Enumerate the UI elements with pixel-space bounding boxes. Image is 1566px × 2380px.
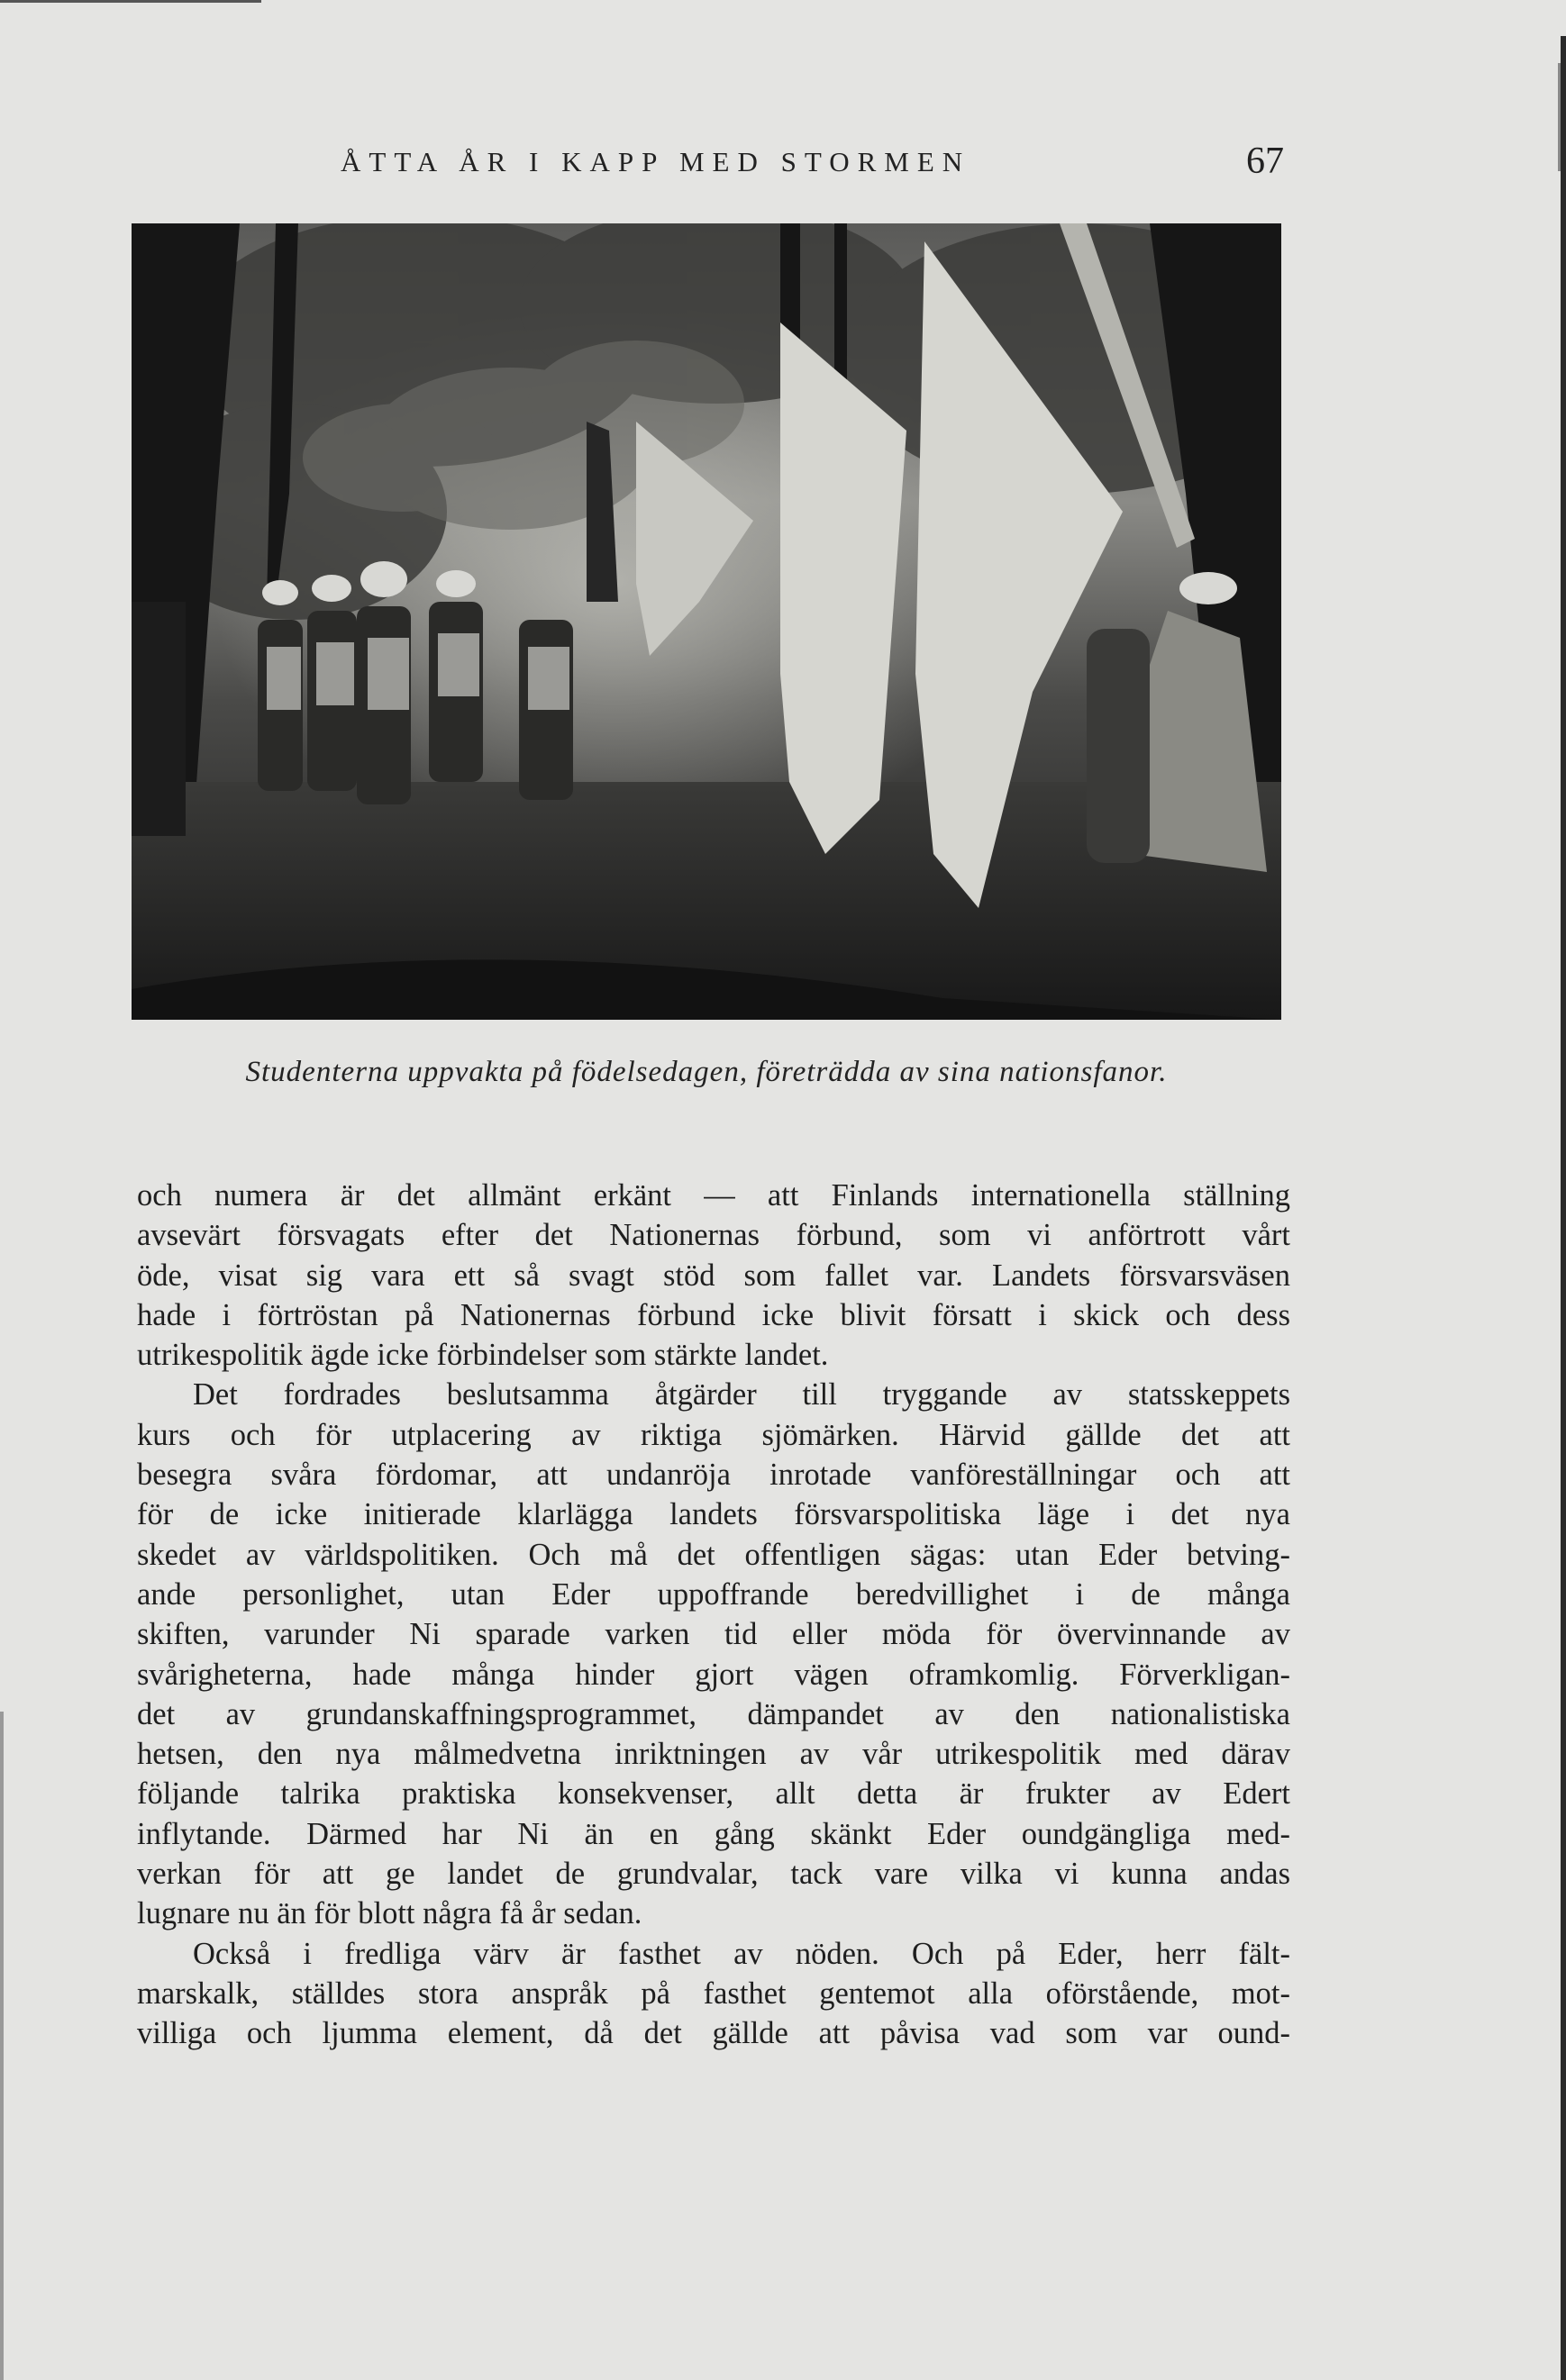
text-line: Det fordrades beslutsamma åtgärder till tryggande av statsskeppets (193, 1377, 1290, 1413)
text-line: kurs och för utplacering av riktiga sjömärken. Härvid gällde det att (137, 1417, 1290, 1452)
text-line: lugnare nu än för blott några få år sedan. (137, 1896, 642, 1931)
text-line: ande personlighet, utan Eder uppoffrande beredvillighet i de många (137, 1576, 1290, 1612)
text-line: marskalk, ställdes stora anspråk på fasthet gentemot alla oförstående, mot- (137, 1976, 1290, 2011)
text-line: skedet av världspolitiken. Och må det offentligen sägas: utan Eder betving- (137, 1537, 1290, 1572)
text-line: svårigheterna, hade många hinder gjort vägen oframkomlig. Förverkligan- (137, 1657, 1290, 1692)
scan-edge-top (0, 0, 261, 3)
text-line: öde, visat sig vara ett så svagt stöd som fallet var. Landets försvarsväsen (137, 1258, 1290, 1293)
running-head: ÅTTA ÅR I KAPP MED STORMEN (341, 146, 971, 177)
photo-students-flags (132, 223, 1281, 1020)
text-line: och numera är det allmänt erkänt — att Finlands internationella ställning (137, 1178, 1290, 1213)
scan-edge-right-mark (1558, 63, 1561, 171)
text-line: för de icke initierade klarlägga landets försvarspolitiska läge i det nya (137, 1497, 1290, 1532)
text-line: skiften, varunder Ni sparade varken tid eller möda för övervinnande av (137, 1617, 1290, 1652)
page-number: 67 (1246, 141, 1284, 182)
text-line: utrikespolitik ägde icke förbindelser som stärkte landet. (137, 1338, 829, 1373)
text-line: hetsen, den nya målmedvetna inriktningen av vår utrikespolitik med därav (137, 1737, 1290, 1772)
scan-edge-right (1561, 36, 1566, 2380)
photograph (132, 223, 1281, 1020)
body-text (137, 1176, 1290, 2054)
text-line: det av grundanskaffningsprogrammet, dämpandet av den nationalistiska (137, 1696, 1290, 1731)
text-line: verkan för att ge landet de grundvalar, tack vare vilka vi kunna andas (137, 1857, 1290, 1892)
text-line: villiga och ljumma element, då det gällde att påvisa vad som var ound- (137, 2016, 1290, 2051)
text-line: hade i förtröstan på Nationernas förbund icke blivit försatt i skick och dess (137, 1297, 1290, 1332)
text-line: avsevärt försvagats efter det Nationernas förbund, som vi anförtrott vårt (137, 1218, 1290, 1253)
text-line: besegra svåra fördomar, att undanröja inrotade vanföreställningar och att (137, 1458, 1290, 1493)
scan-edge-left (0, 1712, 4, 2380)
text-line: Också i fredliga värv är fasthet av nöden. Och på Eder, herr fält- (193, 1936, 1290, 1971)
text-line: följande talrika praktiska konsekvenser, allt detta är frukter av Edert (137, 1776, 1290, 1812)
figure-caption: Studenterna uppvakta på födelsedagen, företrädda av sina nationsfanor. (245, 1056, 1168, 1088)
text-line: inflytande. Därmed har Ni än en gång skänkt Eder oundgängliga med- (137, 1816, 1290, 1851)
